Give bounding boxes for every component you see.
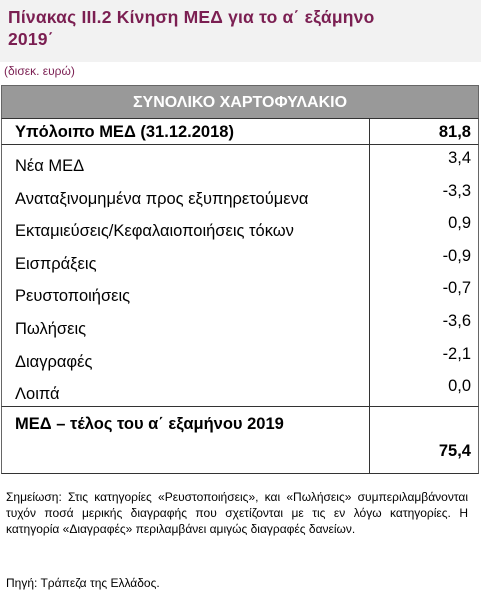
row-value: 3,4 bbox=[448, 149, 471, 167]
title-line-1: Πίνακας ΙΙΙ.2 Κίνηση ΜΕΔ για το α΄ εξάμηνο bbox=[8, 7, 375, 27]
row-label: Διαγραφές bbox=[2, 341, 370, 374]
row-label: Εκταμιεύσεις/Κεφαλαιοποιήσεις τόκων bbox=[2, 210, 370, 243]
row-label: Πωλήσεις bbox=[2, 308, 370, 341]
row-label: Υπόλοιπο ΜΕΔ (31.12.2018) bbox=[2, 119, 370, 144]
table-title bbox=[0, 0, 481, 62]
row-label: Νέα ΜΕΔ bbox=[2, 145, 370, 178]
row-label: Αναταξινομημένα προς εξυπηρετούμενα bbox=[2, 178, 370, 211]
row-value: -2,1 bbox=[442, 344, 471, 363]
row-value: -3,6 bbox=[442, 311, 471, 330]
row-label: Εισπράξεις bbox=[2, 243, 370, 276]
table-header: ΣΥΝΟΛΙΚΟ ΧΑΡΤΟΦΥΛΑΚΙΟ bbox=[1, 85, 479, 118]
source-note: Πηγή: Τράπεζα της Ελλάδος. bbox=[6, 576, 160, 590]
table-row bbox=[1, 178, 479, 211]
row-label: Λοιπά bbox=[2, 373, 370, 406]
table-row bbox=[1, 341, 479, 374]
row-value: -0,7 bbox=[442, 279, 471, 298]
closing-balance-row bbox=[1, 406, 479, 474]
table-row bbox=[1, 243, 479, 276]
row-value: -3,3 bbox=[442, 181, 471, 200]
npl-table bbox=[1, 85, 479, 474]
row-value: 0,0 bbox=[448, 377, 471, 396]
title-line-2: 2019΄ bbox=[8, 29, 54, 49]
row-label: ΜΕΔ – τέλος του α΄ εξαμήνου 2019 bbox=[2, 407, 370, 473]
table-row bbox=[1, 275, 479, 308]
row-value: 0,9 bbox=[448, 214, 471, 233]
row-value: -0,9 bbox=[442, 246, 471, 265]
unit-label: (δισεκ. ευρώ) bbox=[4, 64, 75, 78]
movement-rows bbox=[1, 145, 479, 406]
row-value: 75,4 bbox=[438, 441, 471, 460]
table-row bbox=[1, 373, 479, 406]
table-row bbox=[1, 145, 479, 178]
table-row bbox=[1, 210, 479, 243]
row-value: 81,8 bbox=[438, 123, 471, 141]
footnote: Σημείωση: Στις κατηγορίες «Ρευστοποιήσεις», και «Πωλήσεις» συμπεριλαμβάνονται τυχόν ποσά μερικής διαγραφής που σχετίζονται με τις εν λόγω κατηγορίες. Η κατηγορία «Διαγραφές» περιλαμβάνει αμιγώς διαγραφές δανείων. bbox=[6, 490, 468, 536]
table-row bbox=[1, 308, 479, 341]
row-label: Ρευστοποιήσεις bbox=[2, 275, 370, 308]
opening-balance-row bbox=[1, 118, 479, 145]
